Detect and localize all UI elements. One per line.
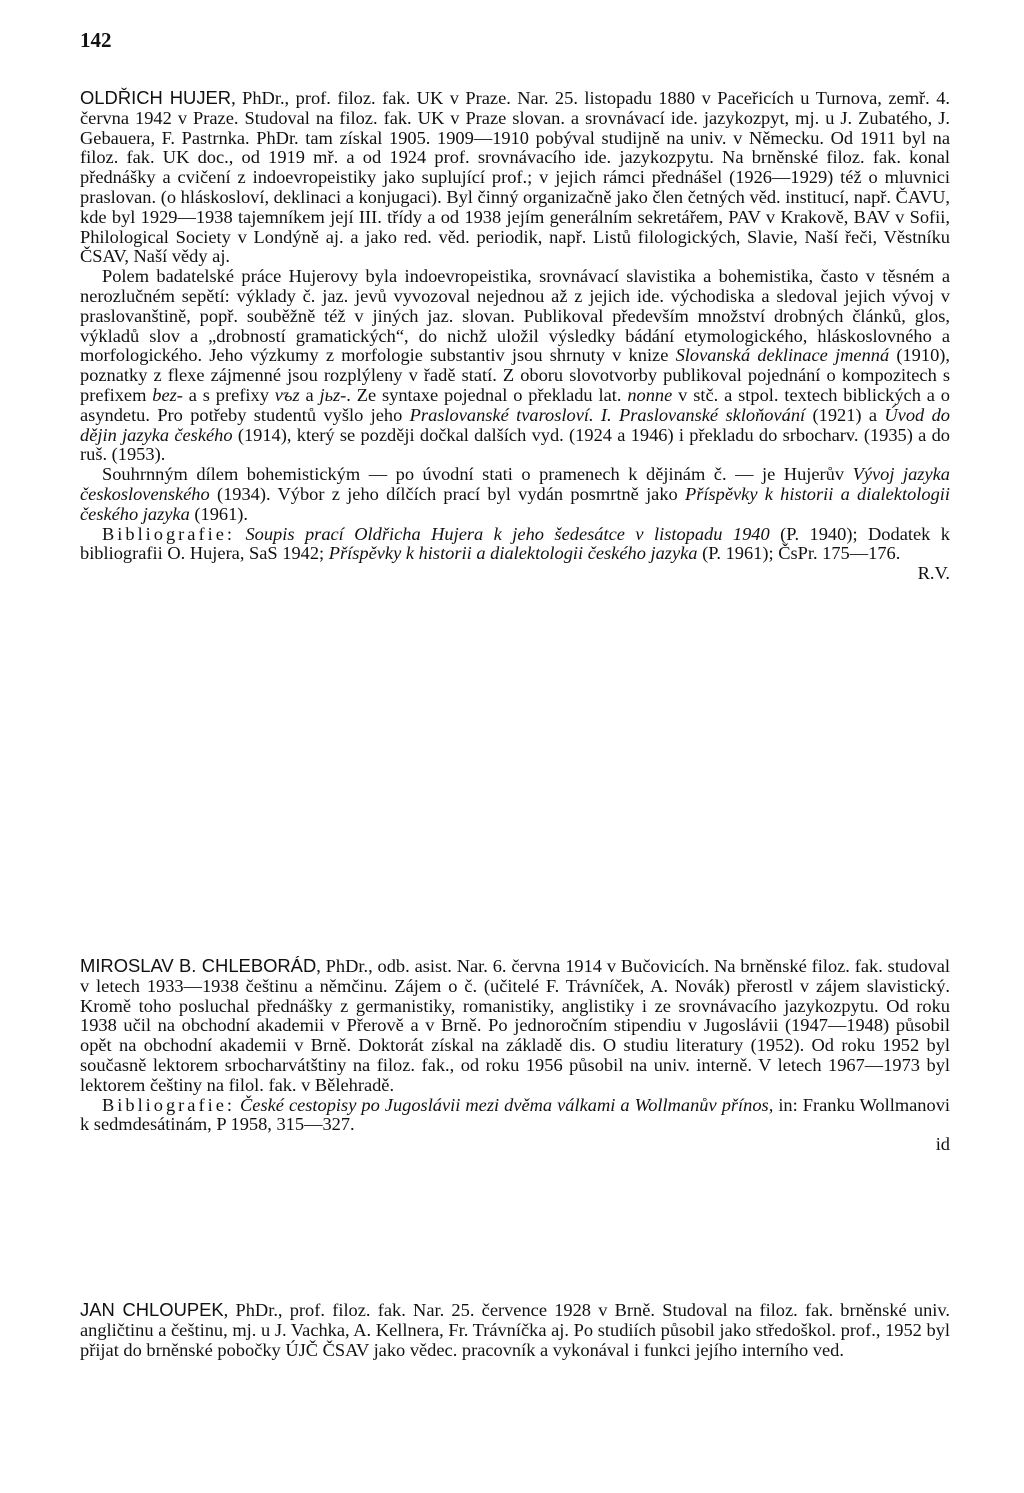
text-run: (1921) a xyxy=(805,404,885,425)
italic-term: jьz- xyxy=(319,384,347,405)
italic-term: nonne xyxy=(627,384,673,405)
bibliography-label: Bibliografie: xyxy=(102,523,235,544)
research-paragraph xyxy=(80,267,950,465)
text-run: (P. 1961); ČsPr. 175—176. xyxy=(697,543,901,564)
text-run: v stč. a stpol. textech biblických a o asyndetu. Pro potřeby studentů vyšlo jeho xyxy=(80,384,950,425)
book-title: Příspěvky k historii a dialektologii českého jazyka xyxy=(328,543,698,564)
entry-intro-text: , PhDr., prof. filoz. fak. UK v Praze. Nar. 25. listopadu 1880 v Paceřicích u Turnova, zemř. 4. června 1942 v Praze. Studoval na filoz. fak. UK v Praze slovan. a srovnávací ide. jazykozpyt, mj. u J. Zubatého, J. Gebauera, F. Pastrnka. PhDr. tam získal 1905. 1909—1910 pobýval studijně na univ. v Německu. Od 1911 byl na filoz. fak. UK doc., od 1919 mř. a od 1924 prof. srovnávacího ide. jazykozpytu. Na brněnské filoz. fak. konal přednášky a cvičení z indoevropeistiky jako suplující prof.; v jejich rámci přednášel (1926—1929) též o mluvnici praslovan. (o hláskosloví, deklinaci a konjugaci). Byl činný organizačně jako člen četných věd. institucí, např. ČAVU, kde byl 1929—1938 tajemníkem její III. třídy a od 1938 jejím generálním sekretářem, PAV v Krakově, BAV v Sofii, Philological Society v Londýně aj. a jako red. věd. periodik, např. Listů filologických, Slavie, Naší řeči, Věstníku ČSAV, Naší vědy aj. xyxy=(80,88,950,267)
page-number: 142 xyxy=(80,28,112,52)
text-run: (P. 1940); Dodatek k bibliografii O. Hujera, SaS 1942; xyxy=(80,523,950,564)
text-run: a s prefixy xyxy=(182,384,275,405)
text-run: . Ze syntaxe pojednal o překladu lat. xyxy=(346,384,628,405)
bibliography-paragraph xyxy=(80,1096,950,1136)
book-title: České cestopisy po Jugoslávii mezi dvěma válkami a Wollmanův přínos, xyxy=(240,1094,774,1115)
bohemistics-paragraph xyxy=(80,465,950,524)
entry-hujer xyxy=(80,88,950,584)
text-run: (1910), poznatky z flexe zájmenné jsou rozplýleny v řadě statí. Z oboru slovotvorby publikoval pojednání o kompozitech s prefixem xyxy=(80,345,950,405)
entry-intro-paragraph xyxy=(80,956,950,1096)
text-run: in: Franku Wollmanovi k sedmdesátinám, P 1958, 315—327. xyxy=(80,1094,950,1135)
book-title: Slovanská deklinace jmenná xyxy=(675,345,890,366)
text-run: Souhrnným dílem bohemistickým — po úvodní stati o pramenech k dějinám č. — je Hujerův xyxy=(102,464,853,485)
author-signature: id xyxy=(935,1134,950,1155)
italic-term: vъz xyxy=(274,384,300,405)
entry-name: OLDŘICH HUJER xyxy=(80,87,232,108)
italic-term: bez- xyxy=(152,384,183,405)
entry-name: JAN CHLOUPEK xyxy=(80,1299,224,1320)
text-run: a xyxy=(299,384,320,405)
entry-intro-paragraph xyxy=(80,88,950,267)
book-title: Příspěvky k historii a dialektologii českého jazyka xyxy=(80,483,950,524)
book-title: Úvod do dějin jazyka českého xyxy=(80,404,950,445)
text-run: Polem badatelské práce Hujerovy byla indoevropeistika, srovnávací slavistika a bohemistika, často v těsném a nerozlučném sepětí: výklady č. jaz. jevů vyvozoval nejednou až z jejich ide. východiska a sledoval jejich vývoj v praslovanštině, popř. souběžně též v jiných jaz. slovan. Publikoval především množství drobných článků, glos, výkladů slov a „drobností gramatických“, do nichž uložil výsledky bádání etymologického, hláskoslovného a morfologického. Jeho výzkumy z morfologie substantiv jsou shrnuty v knize xyxy=(80,266,950,366)
text-run: (1961). xyxy=(189,503,249,524)
book-title: Soupis prací Oldřicha Hujera k jeho šedesátce v listopadu 1940 xyxy=(245,523,770,544)
bibliography-label: Bibliografie: xyxy=(102,1094,235,1115)
text-run: (1914), který se později dočkal dalších vyd. (1924 a 1946) i překladu do srbocharv. (1935) a do ruš. (1953). xyxy=(80,424,950,465)
book-title: Vývoj jazyka československého xyxy=(80,464,950,504)
entry-chleborad xyxy=(80,956,950,1155)
book-title: Praslovanské tvarosloví. I. Praslovanské skloňování xyxy=(409,404,806,425)
bibliography-paragraph xyxy=(80,525,950,565)
entry-name: MIROSLAV B. CHLEBORÁD xyxy=(80,955,317,976)
author-signature: R.V. xyxy=(917,563,950,584)
entry-intro-paragraph xyxy=(80,1300,950,1360)
text-run: (1934). Výbor z jeho dílčích prací byl vydán posmrtně jako xyxy=(209,483,685,504)
entry-intro-text: , PhDr., odb. asist. Nar. 6. června 1914 v Bučovicích. Na brněnské filoz. fak. studoval v letech 1933—1938 češtinu a němčinu. Zájem o č. (učitelé F. Trávníček, A. Novák) přerostl v zájem slavistický. Kromě toho posluchal přednášky z germanistiky, romanistiky, anglistiky i ze srovnávacího jazykozpytu. Od roku 1938 učil na obchodní akademii v Přerově a v Brně. Po jednoročním stipendiu v Jugoslávii (1947—1948) působil opět na obchodní akademii v Brně. Doktorát získal na základě dis. O studiu literatury (1952). Od roku 1952 byl současně lektorem srbocharvátštiny na filoz. fak., od roku 1956 působil na univ. interně. V letech 1967—1973 byl lektorem češtiny na filol. fak. v Bělehradě. xyxy=(80,956,950,1095)
entry-intro-text: , PhDr., prof. filoz. fak. Nar. 25. července 1928 v Brně. Studoval na filoz. fak. brněnské univ. angličtinu a češtinu, mj. u J. Vachka, A. Kellnera, Fr. Trávníčka aj. Po studiích působil jako středoškol. prof., 1952 byl přijat do brněnské pobočky ÚJČ ČSAV jako vědec. pracovník a vykonával i funkci jejího interního ved. xyxy=(80,1300,951,1360)
entry-chloupek xyxy=(80,1300,950,1360)
